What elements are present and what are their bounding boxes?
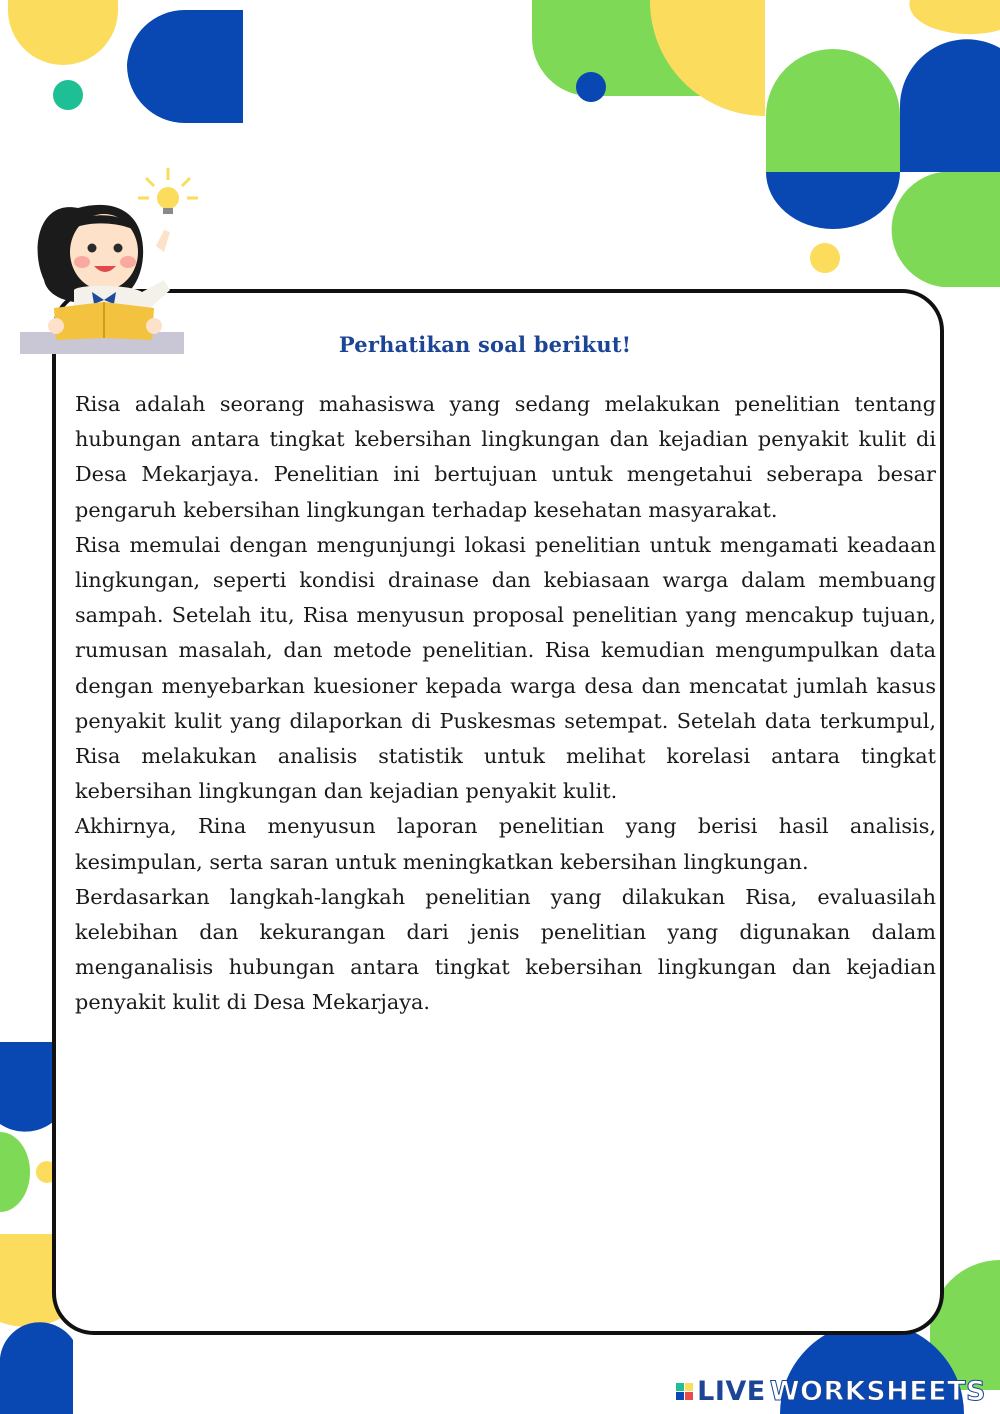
decor-green-arch <box>766 49 900 172</box>
decor-yellow-dot <box>810 243 840 273</box>
question-text <box>75 387 936 1021</box>
paragraph: Risa memulai dengan mengunjungi lokasi penelitian untuk mengamati keadaan lingkungan, seperti kondisi drainase dan kebiasaan warga dalam membuang sampah. Setelah itu, Risa menyusun proposal penelitian yang mencakup tujuan, rumusan masalah, dan metode penelitian. Risa kemudian mengumpulkan data dengan menyebarkan kuesioner kepada warga desa dan mencatat jumlah kasus penyakit kulit yang dilaporkan di Puskesmas setempat. Setelah data terkumpul, Risa melakukan analisis statistik untuk melihat korelasi antara tingkat kebersihan lingkungan dan kejadian penyakit kulit. <box>75 532 936 804</box>
liveworksheets-logo-icon <box>676 1383 693 1400</box>
decor-top-left <box>0 0 260 130</box>
decor-yellow-corner <box>909 0 1000 34</box>
decor-teal-dot <box>53 80 83 110</box>
decor-yellow-halfcircle <box>8 0 118 65</box>
decor-green-halfcircle <box>892 172 1000 287</box>
decor-green-left <box>0 1132 30 1212</box>
decor-blue-dot <box>576 72 606 102</box>
decor-blue-bowl <box>766 172 900 229</box>
girl-reading-illustration <box>18 160 218 360</box>
decor-top-right <box>520 0 1000 290</box>
paragraph: Risa adalah seorang mahasiswa yang sedang melakukan penelitian tentang hubungan antara tingkat kebersihan lingkungan dan kejadian penyakit kulit di Desa Mekarjaya. Penelitian ini bertujuan untuk mengetahui seberapa besar pengaruh kebersihan lingkungan terhadap kesehatan masyarakat. <box>75 392 936 522</box>
brand-live-text: LIVE <box>697 1375 766 1407</box>
lightbulb-icon <box>138 168 198 214</box>
brand-worksheets-text: WORKSHEETS <box>769 1375 986 1407</box>
decor-yellow-quarter <box>650 0 765 116</box>
decor-blue-bottom-left <box>0 1322 73 1414</box>
card-title: Perhatikan soal berikut! <box>338 332 632 357</box>
paragraph: Berdasarkan langkah-langkah penelitian yang dilakukan Risa, evaluasilah kelebihan dan kekurangan dari jenis penelitian yang digunakan dalam menganalisis hubungan antara tingkat kebersihan lingkungan dan kejadian penyakit kulit di Desa Mekarjaya. <box>75 884 936 1015</box>
decor-blue-shape <box>127 10 243 123</box>
decor-blue-arch <box>900 39 1000 172</box>
liveworksheets-watermark <box>676 1376 986 1406</box>
paragraph: Akhirnya, Rina menyusun laporan penelitian yang berisi hasil analisis, kesimpulan, serta saran untuk meningkatkan kebersihan lingkungan. <box>75 814 936 874</box>
